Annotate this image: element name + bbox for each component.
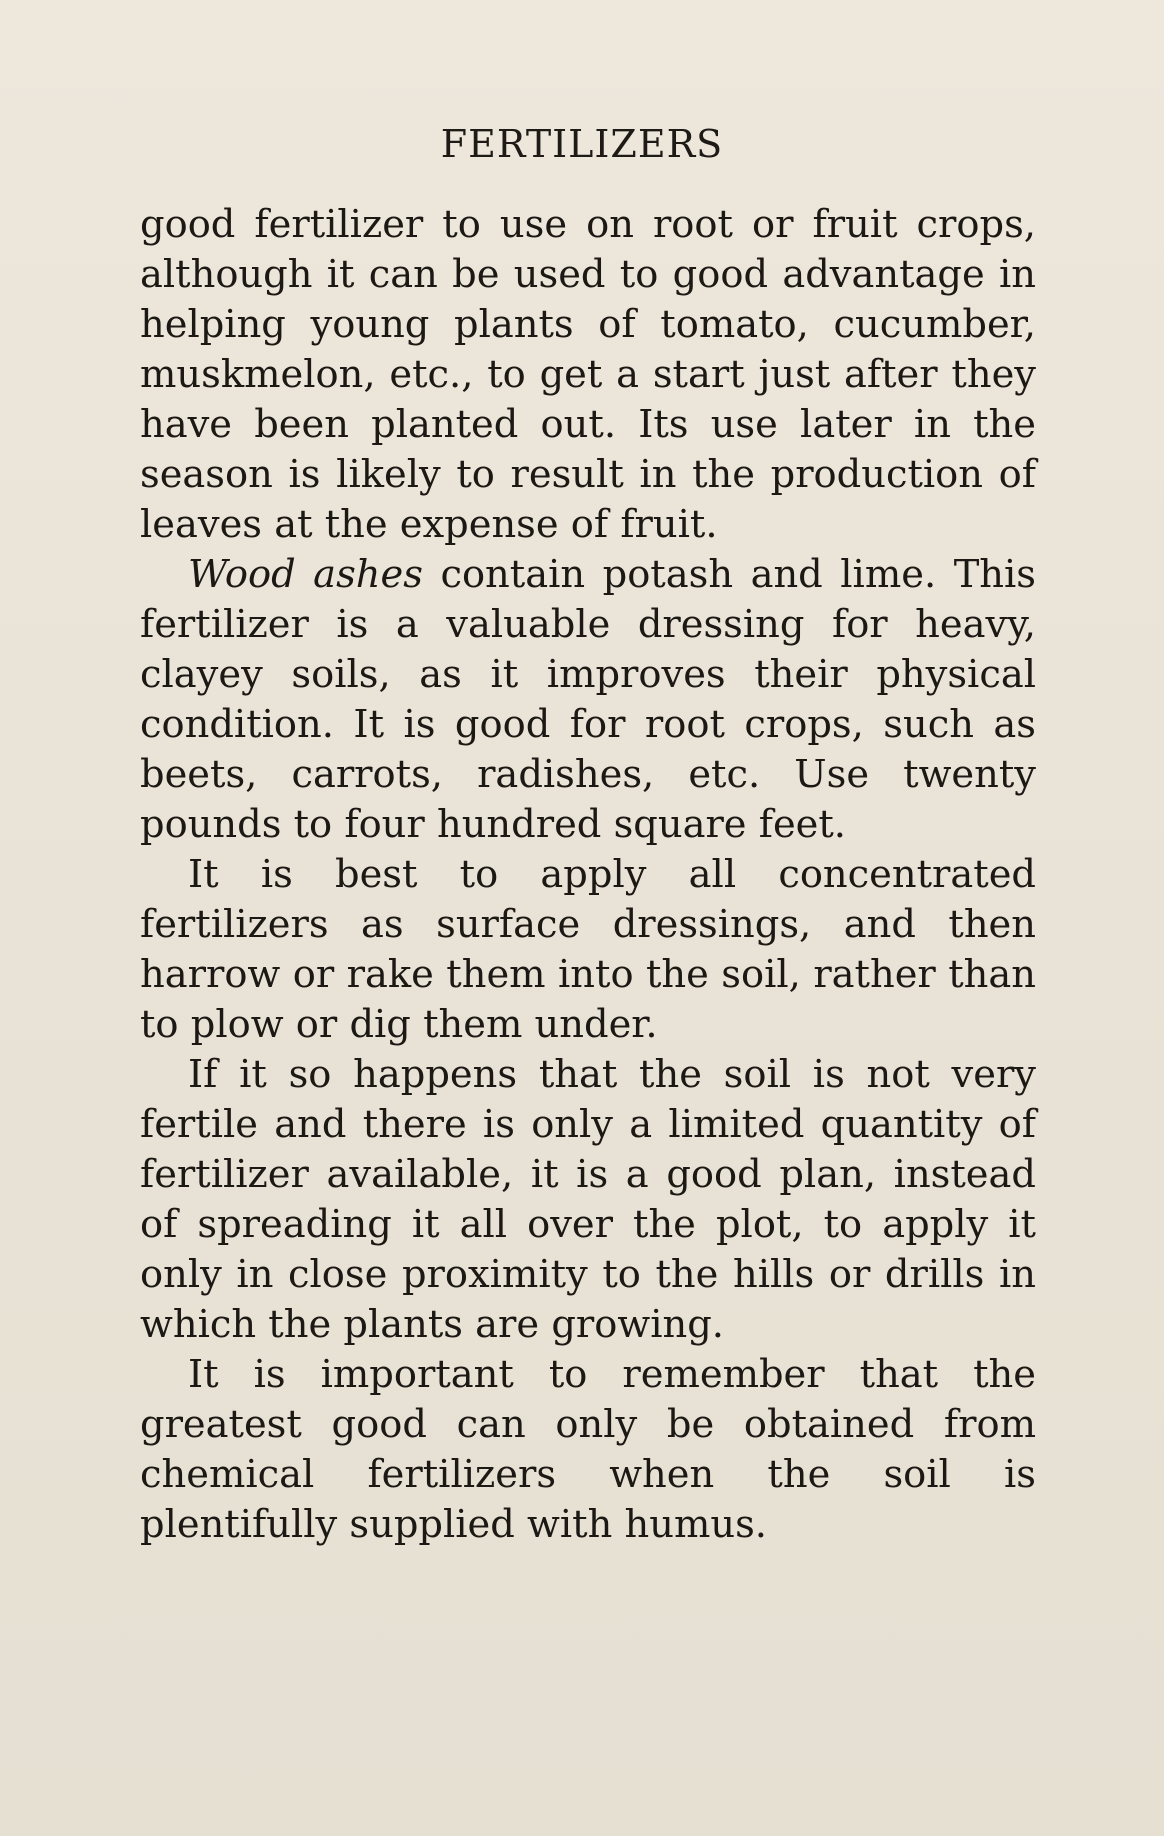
paragraph-limited-fertilizer bbox=[140, 1050, 1036, 1350]
paragraph-text: If it so happens that the soil is not very fertile and there is only a limited quantity of fertilizer available, it is a good plan, instead of spreading it all over the plot, to apply it only in close proximity to the hills or drills in which the plants are growing. bbox=[140, 1052, 1036, 1347]
paragraph-continuation bbox=[140, 200, 1036, 550]
paragraph-text: It is important to remember that the greatest good can only be obtained from chemical fertilizers when the soil is plentifully supplied with humus. bbox=[140, 1352, 1036, 1547]
paragraph-text: It is best to apply all concentrated fertilizers as surface dressings, and then harrow or rake them into the soil, rather than to plow or dig them under. bbox=[140, 852, 1036, 1047]
paragraph-text: contain potash and lime. This fertilizer is a valuable dressing for heavy, clayey soils, as it improves their physical condition. It is good for root crops, such as beets, carrots, radishes, etc. Use twenty pounds to four hundred square feet. bbox=[140, 552, 1036, 847]
italic-term: Wood ashes bbox=[188, 552, 423, 597]
running-head: FERTILIZERS bbox=[440, 122, 724, 166]
paragraph-humus bbox=[140, 1350, 1036, 1550]
paragraph-surface-dressings bbox=[140, 850, 1036, 1050]
body-text bbox=[140, 200, 1036, 1550]
paragraph-text: good fertilizer to use on root or fruit crops, although it can be used to good advantage in helping young plants of tomato, cucumber, muskmelon, etc., to get a start just after they have been planted out. Its use later in the season is likely to result in the production of leaves at the expense of fruit. bbox=[140, 202, 1036, 547]
paragraph-wood-ashes bbox=[140, 550, 1036, 850]
